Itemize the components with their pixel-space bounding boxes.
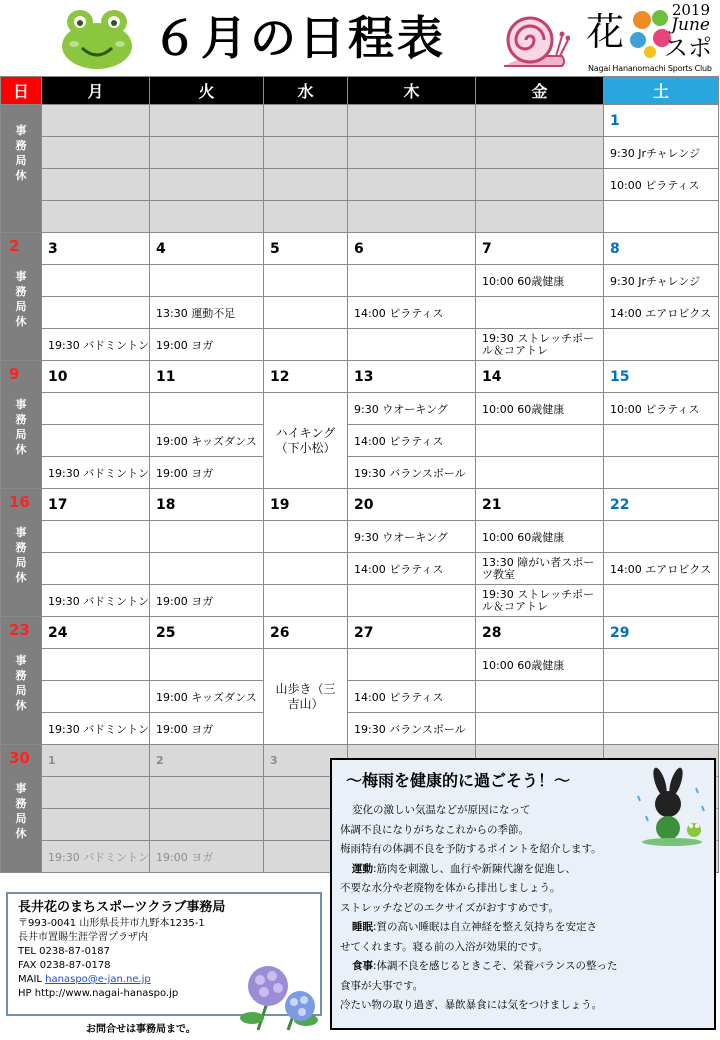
date-cell: 3	[264, 745, 348, 777]
sunday-cell: 23 事務局休	[1, 617, 42, 745]
event-cell	[264, 329, 348, 361]
event-cell	[150, 521, 264, 553]
event-cell	[476, 297, 604, 329]
weekday-thu: 木	[348, 77, 476, 105]
event-cell	[264, 297, 348, 329]
weekday-tue: 火	[150, 77, 264, 105]
office-building: 長井市置賜生涯学習プラザ内	[18, 932, 148, 943]
tips-text: ストレッチなどのエクサイズがおすすめです。	[340, 901, 559, 914]
schedule-calendar	[0, 76, 719, 873]
logo-hana: 花	[586, 10, 625, 54]
event-cell-hiking: ハイキング（下小松）	[264, 393, 348, 489]
tips-sleep: 睡眠:質の高い睡眠は自立神経を整え気持ちを安定さ	[352, 921, 598, 933]
tips-text: 変化の激しい気温などが原因になって	[352, 804, 531, 816]
health-tips-box	[330, 758, 716, 1030]
date-cell: 29	[604, 617, 719, 649]
week-row	[1, 361, 719, 393]
logo-year: 2019	[671, 1, 710, 19]
event-cell: 9:30 ウオーキング	[348, 393, 476, 425]
contact-note: お問合せは事務局まで。	[86, 1024, 196, 1035]
event-cell: 19:30 バドミントン	[42, 713, 150, 745]
office-closed-label: 事務局休	[15, 398, 27, 456]
event-cell: 19:00 キッズダンス	[150, 681, 264, 713]
event-cell	[42, 425, 150, 457]
event-cell	[604, 713, 719, 745]
weekday-sat: 土	[604, 77, 719, 105]
event-cell	[604, 681, 719, 713]
rabbit-illustration	[632, 766, 708, 846]
week-row	[1, 617, 719, 649]
office-homepage[interactable]: HP http://www.nagai-hanaspo.jp	[18, 988, 179, 999]
tips-text: 食事が大事です。	[340, 979, 424, 992]
date-cell: 28	[476, 617, 604, 649]
weekday-header	[1, 77, 719, 105]
event-cell	[150, 553, 264, 585]
office-tel: TEL 0238-87-0187	[18, 946, 111, 957]
event-cell: 19:00 キッズダンス	[150, 425, 264, 457]
event-cell	[604, 457, 719, 489]
week-row	[1, 489, 719, 521]
event-cell: 10:00 ピラティス	[604, 169, 719, 201]
weekday-mon: 月	[42, 77, 150, 105]
logo-club-name: Nagai Hananomachi Sports Club	[588, 64, 712, 73]
event-cell	[42, 393, 150, 425]
date-cell: 27	[348, 617, 476, 649]
event-cell: 10:00 60歳健康	[476, 649, 604, 681]
event-cell: 19:30 バドミントン	[42, 329, 150, 361]
event-cell: 19:30 バドミントン	[42, 585, 150, 617]
event-cell: 19:30 バドミントン	[42, 841, 150, 873]
date-cell: 19	[264, 489, 348, 521]
event-cell	[264, 585, 348, 617]
date-cell: 2	[150, 745, 264, 777]
office-closed-label: 事務局休	[15, 270, 27, 328]
event-cell: 19:00 ヨガ	[150, 585, 264, 617]
event-cell	[42, 297, 150, 329]
date-cell: 10	[42, 361, 150, 393]
event-cell	[604, 425, 719, 457]
event-cell: 19:30 バドミントン	[42, 457, 150, 489]
event-cell: 19:00 ヨガ	[150, 713, 264, 745]
date-cell: 14	[476, 361, 604, 393]
event-cell: 13:30 障がい者スポーツ教室	[476, 553, 604, 585]
event-cell	[604, 329, 719, 361]
date-cell: 24	[42, 617, 150, 649]
date-cell: 20	[348, 489, 476, 521]
event-cell: 19:00 ヨガ	[150, 329, 264, 361]
event-cell: 13:30 運動不足	[150, 297, 264, 329]
date-cell: 5	[264, 233, 348, 265]
event-cell: 19:00 ヨガ	[150, 457, 264, 489]
date-cell: 26	[264, 617, 348, 649]
office-fax: FAX 0238-87-0178	[18, 960, 111, 971]
hydrangea-illustration	[238, 960, 322, 1032]
date-cell: 1	[604, 105, 719, 137]
office-mail-row: MAIL hanaspo@e-jan.ne.jp	[18, 974, 151, 985]
date-cell: 7	[476, 233, 604, 265]
frog-illustration	[60, 8, 134, 70]
event-cell	[264, 553, 348, 585]
event-cell: 14:00 ピラティス	[348, 297, 476, 329]
event-cell: 19:30 ストレッチポール＆コアトレ	[476, 585, 604, 617]
date-cell: 21	[476, 489, 604, 521]
date-cell: 12	[264, 361, 348, 393]
date-cell: 18	[150, 489, 264, 521]
event-cell	[348, 265, 476, 297]
event-cell	[264, 521, 348, 553]
event-cell: 19:00 ヨガ	[150, 841, 264, 873]
event-cell: 19:30 ストレッチポール＆コアトレ	[476, 329, 604, 361]
sunday-cell: 9 事務局休	[1, 361, 42, 489]
tips-text: 不要な水分や老廃物を体から排出しましょう。	[340, 882, 561, 894]
date-cell: 17	[42, 489, 150, 521]
date-cell: 3	[42, 233, 150, 265]
sunday-cell: 30 事務局休	[1, 745, 42, 873]
event-cell-mountain-walk: 山歩き（三吉山）	[264, 649, 348, 745]
snail-illustration	[496, 6, 570, 74]
logo-supo: スポ	[664, 34, 712, 62]
week-row	[1, 233, 719, 265]
event-cell	[150, 393, 264, 425]
event-cell	[150, 649, 264, 681]
event-cell: 14:00 ピラティス	[348, 553, 476, 585]
logo-month: June	[671, 15, 710, 35]
office-closed-label: 事務局休	[15, 654, 27, 712]
club-logo	[584, 2, 716, 74]
event-cell	[348, 329, 476, 361]
office-name: 長井花のまちスポーツクラブ事務局	[18, 900, 226, 915]
event-cell	[150, 265, 264, 297]
event-cell: 14:00 ピラティス	[348, 425, 476, 457]
date-cell: 6	[348, 233, 476, 265]
event-cell	[604, 585, 719, 617]
event-cell	[476, 457, 604, 489]
event-cell: 14:00 エアロビクス	[604, 553, 719, 585]
sunday-cell	[1, 105, 42, 233]
event-cell	[604, 649, 719, 681]
event-cell	[42, 265, 150, 297]
event-cell	[264, 265, 348, 297]
weekday-sun: 日	[1, 77, 42, 105]
event-cell	[42, 553, 150, 585]
event-cell	[604, 521, 719, 553]
event-cell: 9:30 ウオーキング	[348, 521, 476, 553]
tips-heading: ～梅雨を健康的に過ごそう！～	[346, 771, 571, 790]
event-cell	[348, 649, 476, 681]
tips-exercise: 運動:筋肉を刺激し、血行や新陳代謝を促進し、	[352, 862, 577, 875]
date-cell: 25	[150, 617, 264, 649]
office-closed-label: 事務局休	[15, 526, 27, 584]
event-cell	[476, 713, 604, 745]
event-cell: 10:00 60歳健康	[476, 393, 604, 425]
weekday-wed: 水	[264, 77, 348, 105]
event-cell: 19:30 バランスボール	[348, 457, 476, 489]
tips-text: せてくれます。寝る前の入浴が効果的です。	[340, 940, 549, 953]
date-cell: 15	[604, 361, 719, 393]
office-closed-label: 事務局休	[15, 782, 27, 840]
page-title: ６月の日程表	[152, 11, 446, 65]
event-cell	[42, 649, 150, 681]
event-cell: 10:00 60歳健康	[476, 521, 604, 553]
weekday-fri: 金	[476, 77, 604, 105]
event-cell	[42, 681, 150, 713]
event-cell: 9:30 Jrチャレンジ	[604, 137, 719, 169]
event-cell: 10:00 ピラティス	[604, 393, 719, 425]
event-cell: 14:00 エアロビクス	[604, 297, 719, 329]
event-cell: 9:30 Jrチャレンジ	[604, 265, 719, 297]
date-cell: 4	[150, 233, 264, 265]
office-address: 〒993-0041 山形県長井市九野本1235-1	[18, 918, 205, 929]
date-cell: 8	[604, 233, 719, 265]
event-cell	[476, 681, 604, 713]
event-cell	[348, 585, 476, 617]
tips-food: 食事:体調不良を感じるときこそ、栄養バランスの整った	[352, 960, 618, 972]
event-cell	[42, 521, 150, 553]
tips-text: 冷たい物の取り過ぎ、暴飲暴食には気をつけましょう。	[340, 999, 603, 1011]
date-cell: 13	[348, 361, 476, 393]
tips-text: 梅雨特有の体調不良を予防するポイントを紹介します。	[340, 843, 602, 855]
event-cell: 10:00 60歳健康	[476, 265, 604, 297]
date-cell: 11	[150, 361, 264, 393]
event-cell	[476, 425, 604, 457]
sunday-cell: 2 事務局休	[1, 233, 42, 361]
event-cell: 19:30 バランスボール	[348, 713, 476, 745]
event-cell: 14:00 ピラティス	[348, 681, 476, 713]
office-closed-label: 事務局休	[15, 124, 27, 182]
sunday-cell: 16 事務局休	[1, 489, 42, 617]
date-cell: 22	[604, 489, 719, 521]
week-row	[1, 105, 719, 137]
tips-text: 体調不良になりがちなこれからの季節。	[340, 823, 529, 836]
date-cell: 1	[42, 745, 150, 777]
mail-link[interactable]: hanaspo@e-jan.ne.jp	[45, 974, 151, 985]
